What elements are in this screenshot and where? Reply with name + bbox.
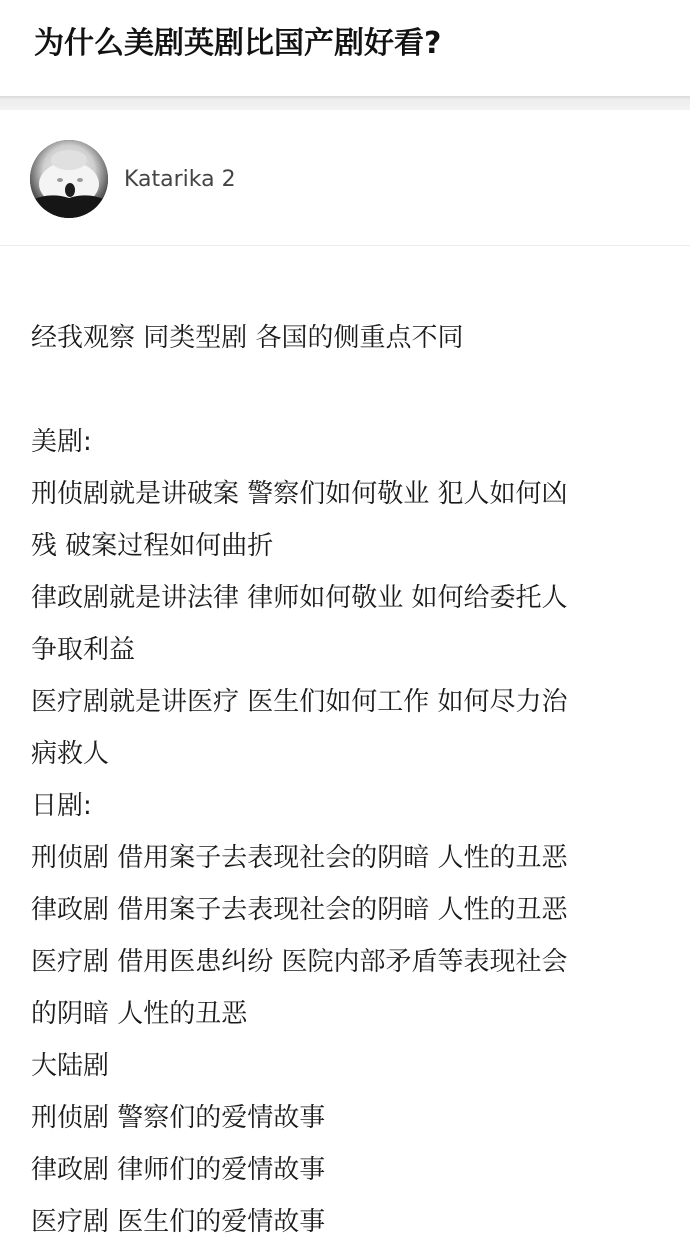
answer-line: 美剧: [31,427,92,457]
answer-line: 律政剧 借用案子去表现社会的阴暗 人性的丑恶 [31,895,568,925]
answer-line: 的阴暗 人性的丑恶 [31,999,248,1029]
answer-line: 病救人 [31,739,110,769]
author-name[interactable]: Katarika 2 [124,167,236,192]
answer-line: 医疗剧 医生们的爱情故事 [31,1207,326,1237]
answer-line: 医疗剧 借用医患纠纷 医院内部矛盾等表现社会 [31,947,568,977]
question-title[interactable]: 为什么美剧英剧比国产剧好看? [34,26,442,61]
header-divider [0,96,690,110]
answer-line: 经我观察 同类型剧 各国的侧重点不同 [31,323,464,353]
answer-line: 刑侦剧就是讲破案 警察们如何敬业 犯人如何凶 [31,479,568,509]
avatar[interactable] [30,140,108,218]
avatar-image-icon [30,140,108,218]
answer-line: 刑侦剧 警察们的爱情故事 [31,1103,326,1133]
answer-line: 大陆剧 [31,1051,110,1081]
answer-line: 医疗剧就是讲医疗 医生们如何工作 如何尽力治 [31,687,568,717]
answer-line: 律政剧 律师们的爱情故事 [31,1155,326,1185]
answer-line: 争取利益 [31,635,136,665]
question-header [0,0,690,96]
answer-line: 残 破案过程如何曲折 [31,531,274,561]
answer-body [31,312,663,1248]
answer-line: 律政剧就是讲法律 律师如何敬业 如何给委托人 [31,583,568,613]
answer-line: 日剧: [31,791,92,821]
author-row[interactable] [0,110,690,246]
answer-line: 刑侦剧 借用案子去表现社会的阴暗 人性的丑恶 [31,843,568,873]
